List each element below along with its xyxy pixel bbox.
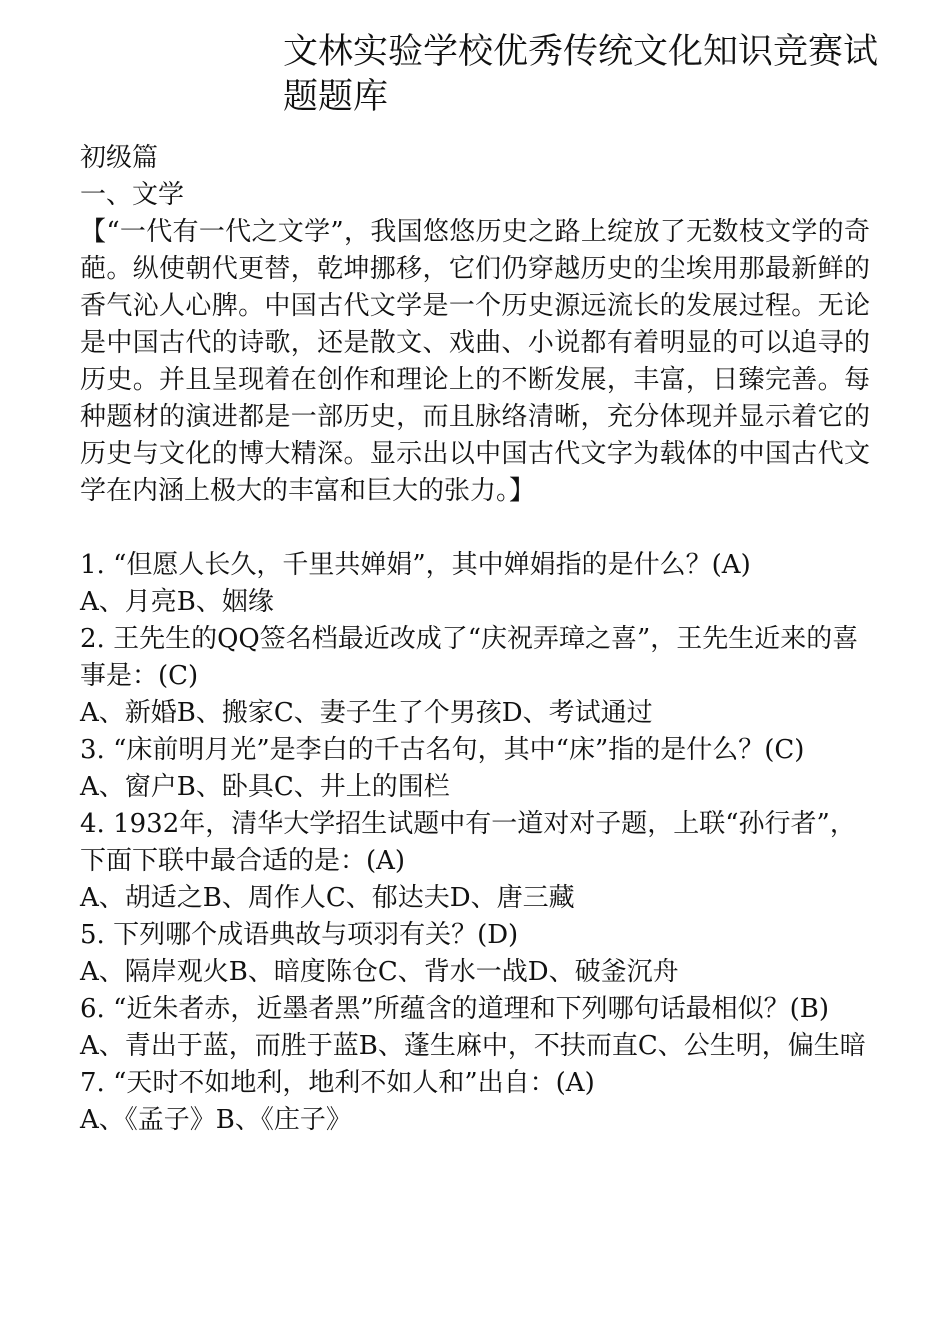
question-item [80, 1065, 870, 1139]
question-text: 5. 下列哪个成语典故与项羽有关？(D) [80, 920, 519, 950]
question-text: 2. 王先生的QQ签名档最近改成了“庆祝弄璋之喜”，王先生近来的喜事是：(C) [80, 624, 859, 691]
intro-paragraph: 【“一代有一代之文学”，我国悠悠历史之路上绽放了无数枝文学的奇葩。纵使朝代更替，乾坤挪移，它们仍穿越历史的尘埃用那最新鲜的香气沁人心脾。中国古代文学是一个历史源远流长的发展过程。无论是中国古代的诗歌，还是散文、戏曲、小说都有着明显的可以追寻的历史。并且呈现着在创作和理论上的不断发展，丰富，日臻完善。每种题材的演进都是一部历史，而且脉络清晰，充分体现并显示着它的历史与文化的博大精深。显示出以中国古代文字为载体的中国古代文学在内涵上极大的丰富和巨大的张力。】 [80, 217, 870, 506]
document-body [80, 140, 870, 1139]
question-text: 6. “近朱者赤，近墨者黑”所蕴含的道理和下列哪句话最相似？(B) [80, 994, 830, 1024]
question-options: A、隔岸观火B、暗度陈仓C、背水一战D、破釜沉舟 [80, 957, 679, 987]
level-heading: 初级篇 [80, 143, 159, 173]
blank-line [80, 510, 870, 547]
question-options: A、《孟子》B、《庄子》 [80, 1105, 352, 1135]
document-title: 文林实验学校优秀传统文化知识竞赛试题题库 [283, 32, 879, 117]
question-item [80, 732, 870, 806]
question-text: 3. “床前明月光”是李白的千古名句，其中“床”指的是什么？(C) [80, 735, 805, 765]
question-options: A、新婚B、搬家C、妻子生了个男孩D、考试通过 [80, 698, 653, 728]
section-heading: 一、文学 [80, 180, 185, 210]
question-options: A、月亮B、姻缘 [80, 587, 274, 617]
question-item [80, 547, 870, 621]
question-options: A、胡适之B、周作人C、郁达夫D、唐三藏 [80, 883, 575, 913]
question-text: 7. “天时不如地利，地利不如人和”出自：(A) [80, 1068, 595, 1098]
question-options: A、窗户B、卧具C、井上的围栏 [80, 772, 450, 802]
question-item [80, 806, 870, 917]
question-options: A、青出于蓝，而胜于蓝B、蓬生麻中，不扶而直C、公生明，偏生暗 [80, 1031, 866, 1061]
question-text: 1. “但愿人长久，千里共婵娟”，其中婵娟指的是什么？(A) [80, 550, 751, 580]
question-text: 4. 1932年，清华大学招生试题中有一道对对子题，上联“孙行者”，下面下联中最合适的是：(A) [80, 809, 856, 876]
question-item [80, 917, 870, 991]
question-item [80, 991, 870, 1065]
question-item [80, 621, 870, 732]
